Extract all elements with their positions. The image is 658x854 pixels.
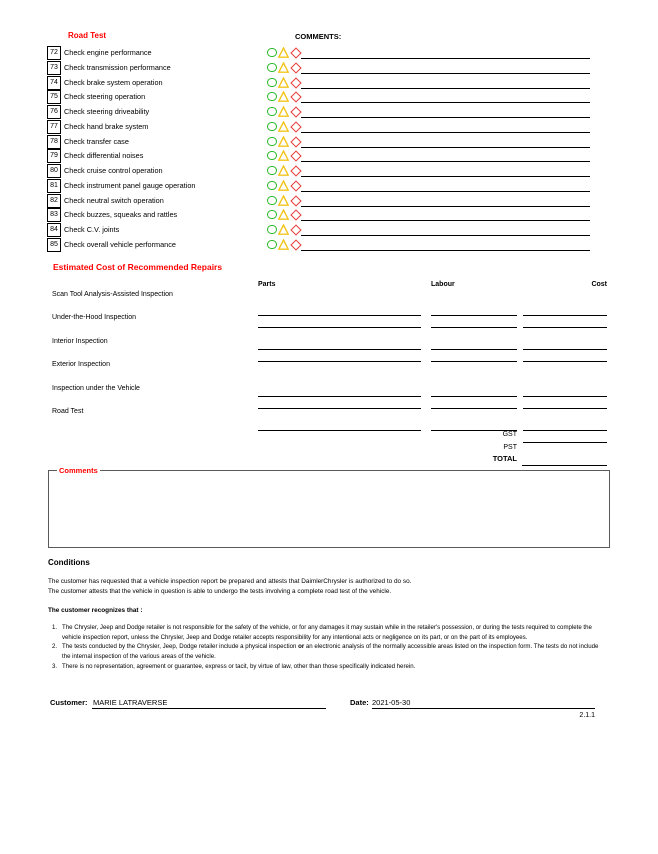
red-diamond-icon: [290, 47, 301, 58]
green-circle-icon: [267, 166, 277, 176]
fill-line: [523, 349, 607, 350]
form-version: 2.1.1: [579, 712, 595, 719]
green-circle-icon: [267, 107, 277, 117]
fill-line: [258, 361, 421, 362]
green-circle-icon: [267, 63, 277, 73]
recognizes-heading: The customer recognizes that :: [48, 607, 143, 614]
green-circle-icon: [267, 122, 277, 132]
comment-line: [301, 206, 590, 207]
fill-line: [523, 430, 607, 431]
item-label: Check transfer case: [64, 137, 129, 146]
cost-column-header: Cost: [591, 281, 607, 288]
yellow-triangle-icon: [278, 106, 289, 117]
red-diamond-icon: [290, 150, 301, 161]
fill-line: [523, 396, 607, 397]
condition-item: [52, 642, 608, 661]
pst-label: PST: [503, 444, 517, 451]
yellow-triangle-icon: [278, 121, 289, 132]
yellow-triangle-icon: [278, 136, 289, 147]
rating-symbols: [266, 61, 302, 74]
checklist-row: [0, 179, 658, 193]
comment-line: [301, 102, 590, 103]
fill-line: [431, 396, 517, 397]
checklist-row: [0, 46, 658, 60]
date-label: Date:: [350, 698, 369, 707]
comment-line: [301, 132, 590, 133]
conditions-intro-line: The customer has requested that a vehicle inspection report be prepared and attests that DaimlerChrysler is authorized to do so.: [48, 578, 412, 585]
item-label: Check buzzes, squeaks and rattles: [64, 210, 178, 219]
item-label: Check cruise control operation: [64, 166, 163, 175]
item-number: 81: [47, 179, 61, 193]
item-number: 73: [47, 61, 61, 75]
red-diamond-icon: [290, 195, 301, 206]
condition-item-text: The Chrysler, Jeep and Dodge retailer is not responsible for the safety of the vehicle, or for any damages it may sustain while in the retailer's possession, or during the tests required to complete the vehicle inspection report, unless the Chrysler, Jeep and Dodge retailer accepts responsibility for any intentional acts or negligence on its part, or on the part of its employees.: [62, 624, 592, 641]
fill-line: [431, 349, 517, 350]
item-number: 83: [47, 208, 61, 222]
fill-line: [431, 408, 517, 409]
comment-line: [301, 73, 590, 74]
comment-line: [301, 88, 590, 89]
green-circle-icon: [267, 225, 277, 235]
green-circle-icon: [267, 92, 277, 102]
fill-line: [258, 349, 421, 350]
condition-item-text: The tests conducted by the Chrysler, Jeep, Dodge retailer include a physical inspection or an electronic analysis of the normally accessible areas listed on the inspection form. The tests do not include the internal inspection of the various areas of the vehicle.: [62, 643, 599, 661]
rating-symbols: [266, 149, 302, 162]
checklist-row: [0, 76, 658, 90]
item-label: Check steering driveability: [64, 107, 150, 116]
gst-label: GST: [502, 431, 517, 438]
red-diamond-icon: [290, 62, 301, 73]
item-number: 75: [47, 90, 61, 104]
item-number: 78: [47, 135, 61, 149]
fill-line: [431, 327, 517, 328]
cost-row-label: Under-the-Hood Inspection: [52, 314, 137, 321]
yellow-triangle-icon: [278, 195, 289, 206]
rating-symbols: [266, 179, 302, 192]
red-diamond-icon: [290, 77, 301, 88]
red-diamond-icon: [290, 165, 301, 176]
conditions-intro-line: The customer attests that the vehicle in question is able to undergo the tests involving a complete road test of the vehicle.: [48, 587, 392, 595]
item-label: Check C.V. joints: [64, 225, 120, 234]
green-circle-icon: [267, 151, 277, 161]
comment-line: [301, 220, 590, 221]
fill-line: [523, 327, 607, 328]
condition-item-number: 3.: [52, 662, 58, 670]
comments-column-header: COMMENTS:: [295, 32, 342, 41]
checklist-row: [0, 90, 658, 104]
green-circle-icon: [267, 196, 277, 206]
date-line: [372, 708, 595, 709]
fill-line: [258, 327, 421, 328]
gst-line: [523, 442, 607, 443]
yellow-triangle-icon: [278, 62, 289, 73]
customer-label: Customer:: [50, 698, 88, 707]
yellow-triangle-icon: [278, 165, 289, 176]
rating-symbols: [266, 46, 302, 59]
comments-box: [48, 466, 610, 548]
condition-item: [52, 623, 608, 642]
green-circle-icon: [267, 78, 277, 88]
checklist-row: [0, 238, 658, 252]
item-number: 82: [47, 194, 61, 208]
item-number: 84: [47, 223, 61, 237]
green-circle-icon: [267, 210, 277, 220]
item-label: Check brake system operation: [64, 78, 163, 87]
yellow-triangle-icon: [278, 239, 289, 250]
checklist-row: [0, 194, 658, 208]
item-number: 77: [47, 120, 61, 134]
road-test-section-title: Road Test: [68, 31, 107, 40]
yellow-triangle-icon: [278, 47, 289, 58]
checklist-row: [0, 208, 658, 222]
red-diamond-icon: [290, 180, 301, 191]
rating-symbols: [266, 238, 302, 251]
checklist-row: [0, 135, 658, 149]
fill-line: [258, 396, 421, 397]
fill-line: [523, 361, 607, 362]
red-diamond-icon: [290, 121, 301, 132]
fill-line: [258, 315, 421, 316]
fill-line: [258, 430, 421, 431]
checklist-row: [0, 105, 658, 119]
estimated-cost-title: Estimated Cost of Recommended Repairs: [53, 262, 223, 272]
red-diamond-icon: [290, 224, 301, 235]
total-line: [522, 465, 607, 466]
yellow-triangle-icon: [278, 77, 289, 88]
yellow-triangle-icon: [278, 91, 289, 102]
checklist-row: [0, 61, 658, 75]
comment-line: [301, 250, 590, 251]
green-circle-icon: [267, 240, 277, 250]
fill-line: [523, 315, 607, 316]
rating-symbols: [266, 105, 302, 118]
comment-line: [301, 147, 590, 148]
fill-line: [431, 315, 517, 316]
comment-line: [301, 176, 590, 177]
checklist-row: [0, 149, 658, 163]
condition-item: [52, 662, 608, 672]
item-number: 76: [47, 105, 61, 119]
rating-symbols: [266, 194, 302, 207]
rating-symbols: [266, 76, 302, 89]
cost-row-label: Scan Tool Analysis-Assisted Inspection: [52, 291, 173, 298]
labour-column-header: Labour: [431, 281, 455, 288]
comment-line: [301, 58, 590, 59]
green-circle-icon: [267, 48, 277, 58]
conditions-list: [52, 623, 608, 672]
rating-symbols: [266, 208, 302, 221]
comment-line: [301, 191, 590, 192]
yellow-triangle-icon: [278, 209, 289, 220]
item-number: 79: [47, 149, 61, 163]
fill-line: [258, 408, 421, 409]
red-diamond-icon: [290, 209, 301, 220]
rating-symbols: [266, 164, 302, 177]
item-label: Check neutral switch operation: [64, 196, 164, 205]
condition-item-text: There is no representation, agreement or guarantee, express or tacit, by virtue of law, other than those specifically indicated herein.: [62, 662, 416, 670]
condition-item-number: 1.: [52, 624, 58, 631]
item-number: 74: [47, 76, 61, 90]
yellow-triangle-icon: [278, 224, 289, 235]
item-label: Check overall vehicle performance: [64, 240, 176, 249]
red-diamond-icon: [290, 136, 301, 147]
red-diamond-icon: [290, 239, 301, 250]
red-diamond-icon: [290, 106, 301, 117]
cost-row-label: Inspection under the Vehicle: [52, 385, 140, 392]
checklist-row: [0, 223, 658, 237]
cost-row-label: Road Test: [52, 408, 84, 415]
rating-symbols: [266, 120, 302, 133]
item-label: Check engine performance: [64, 48, 152, 57]
item-number: 80: [47, 164, 61, 178]
item-number: 85: [47, 238, 61, 252]
rating-symbols: [266, 90, 302, 103]
checklist-row: [0, 164, 658, 178]
cost-row-label: Interior Inspection: [52, 338, 108, 345]
conditions-intro: [48, 577, 610, 597]
checklist-row: [0, 120, 658, 134]
item-number: 72: [47, 46, 61, 60]
fill-line: [523, 408, 607, 409]
yellow-triangle-icon: [278, 180, 289, 191]
cost-row-label: Exterior Inspection: [52, 361, 110, 368]
total-label: TOTAL: [492, 454, 517, 463]
date-value: 2021-05-30: [372, 698, 411, 707]
conditions-heading: Conditions: [48, 558, 90, 567]
rating-symbols: [266, 135, 302, 148]
item-label: Check steering operation: [64, 92, 146, 101]
condition-item-number: 2.: [52, 643, 58, 651]
comment-line: [301, 235, 590, 236]
fill-line: [431, 361, 517, 362]
item-label: Check differential noises: [64, 151, 144, 160]
parts-column-header: Parts: [258, 281, 276, 288]
item-label: Check instrument panel gauge operation: [64, 181, 196, 190]
comments-box-legend: Comments: [59, 466, 98, 475]
customer-signature-line: [92, 708, 326, 709]
yellow-triangle-icon: [278, 150, 289, 161]
customer-name-value: MARIE LATRAVERSE: [93, 698, 168, 707]
comment-line: [301, 161, 590, 162]
rating-symbols: [266, 223, 302, 236]
item-label: Check hand brake system: [64, 122, 149, 131]
item-label: Check transmission performance: [64, 63, 171, 72]
red-diamond-icon: [290, 91, 301, 102]
comment-line: [301, 117, 590, 118]
green-circle-icon: [267, 181, 277, 191]
green-circle-icon: [267, 137, 277, 147]
